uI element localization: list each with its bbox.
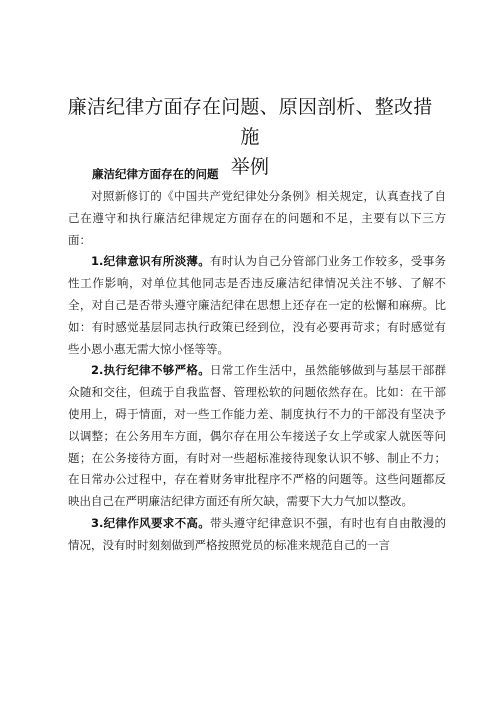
document-body — [68, 186, 446, 557]
section-heading: 廉洁纪律方面存在的问题 — [92, 167, 219, 181]
item-text-1: 有时认为自己分管部门业务工作较多，受事务性工作影响，对单位其他同志是否违反廉洁纪律情况关注不够、了解不全，对自己是否带头遵守廉洁纪律在思想上还存在一定的松懈和麻痹。比如：有时感觉基层同志执行政策已经到位，没有必要再苛求；有时感觉有些小恩小惠无需大惊小怪等等。 — [68, 254, 447, 356]
item-paragraph-2 — [68, 360, 446, 513]
title-line-2: 举例 — [230, 156, 270, 178]
item-lead-1: 1.纪律意识有所淡薄。 — [91, 254, 211, 269]
item-lead-3: 3.纪律作风要求不高。 — [91, 515, 211, 530]
item-paragraph-1 — [68, 251, 446, 360]
item-text-3: 带头遵守纪律意识不强，有时也有自由散漫的情况，没有时时刻刻做到严格按照党员的标准来规范自己的一言 — [68, 515, 447, 552]
item-lead-2: 2.执行纪律不够严格。 — [91, 363, 211, 378]
intro-paragraph: 对照新修订的《中国共产党纪律处分条例》相关规定，认真查找了自己在遵守和执行廉洁纪律规定方面存在的问题和不足，主要有以下三方面： — [68, 189, 446, 247]
title-line-1: 廉洁纪律方面存在问题、原因剖析、整改措施 — [67, 96, 433, 148]
item-text-2: 日常工作生活中，虽然能够做到与基层干部群众随和交往，但疏于自我监督、管理松软的问题依然存在。比如：在干部使用上，碍于情面，对一些工作能力差、制度执行不力的干部没有坚决予以调整；在公务用车方面，偶尔存在用公车接送子女上学或家人就医等问题；在公务接待方面，有时对一些超标准接待现象认识不够、制止不力；在日常办公过程中，存在着财务审批程序不严格的问题等。这些问题都反映出自己在严明廉洁纪律方面还有所欠缺，需要下大力气加以整改。 — [68, 363, 447, 509]
item-paragraph-3 — [68, 513, 446, 557]
